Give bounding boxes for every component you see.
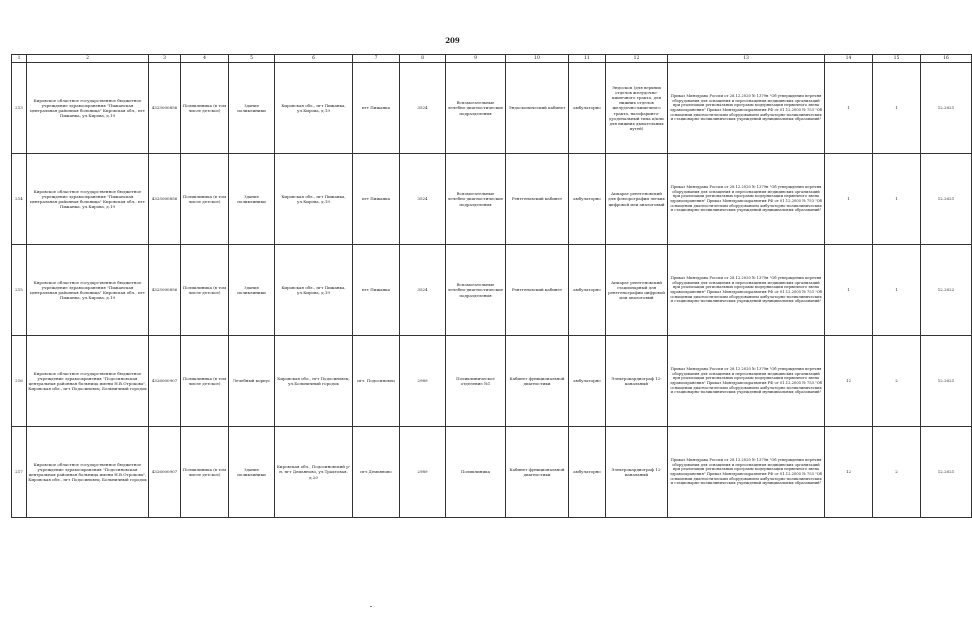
address-cell: Кировская обл., Подосиновский р-н, пгт Демьяново, ул.Трактовая, д.20 xyxy=(275,427,353,518)
normative-cell: Приказ Минздрава России от 28.12.2020 № 1379н "Об утверждении перечня оборудования для оснащения и переоснащения медицинских организаций при реализации региональных программ модернизации первичного звена здравоохранения" Приказ Минздравсоцразвития РФ от 01.12.2005 № 753 "Об оснащении диагностическим оборудованием амбулаторно-поликлинических и стационарно-поликлинических учреждений муниципальных образований" xyxy=(668,154,825,245)
column-number: 10 xyxy=(506,55,569,63)
condition-cell: амбулаторно xyxy=(569,245,606,336)
condition-cell: амбулаторно xyxy=(569,63,606,154)
equipment-cell: Электрокардиограф 12-канальный xyxy=(606,336,668,427)
locality-cell: пгт Пижанка xyxy=(353,63,400,154)
population-cell: 3524 xyxy=(400,154,446,245)
column-number: 8 xyxy=(400,55,446,63)
column-number: 12 xyxy=(606,55,668,63)
quantity-cell: 1 xyxy=(825,154,873,245)
page-number: 209 xyxy=(445,36,460,45)
address-cell: Кировская обл., пгт Пижанка, ул.Кирова, д.19 xyxy=(275,154,353,245)
care-type-cell: Поликлиника (в том числе детское) xyxy=(181,154,229,245)
organization-cell: Кировское областное государственное бюджетное учреждение здравоохранения "Подосиновская центральная районная больница имени Н.В.Отрокова", Кировская обл., пгт Подосиновец, Больничный городок xyxy=(27,336,149,427)
building-cell: Здание поликлиники xyxy=(229,427,275,518)
population-cell: 2989 xyxy=(400,336,446,427)
organization-cell: Кировское областное государственное бюджетное учреждение здравоохранения "Пижанская центральная районная больница" Кировская обл., пгт Пижанка, ул.Кирова, д.19 xyxy=(27,154,149,245)
normative-cell: Приказ Минздрава России от 28.12.2020 № 1379н "Об утверждении перечня оборудования для оснащения и переоснащения медицинских организаций при реализации региональных программ модернизации первичного звена здравоохранения" Приказ Минздравсоцразвития РФ от 01.12.2005 № 753 "Об оснащении диагностическим оборудованием амбулаторно-поликлинических и стационарно-поликлинических учреждений муниципальных образований" xyxy=(668,63,825,154)
quantity-cell: 1 xyxy=(873,63,921,154)
column-number: 9 xyxy=(446,55,506,63)
table-row xyxy=(12,245,972,336)
room-cell: Кабинет функциональной диагностики xyxy=(506,427,569,518)
equipment-cell: Аппарат рентгеновский для флюорографии легких цифровой или аналоговый xyxy=(606,154,668,245)
organization-cell: Кировское областное государственное бюджетное учреждение здравоохранения "Пижанская центральная районная больница" Кировская обл., пгт Пижанка, ул.Кирова, д.19 xyxy=(27,245,149,336)
column-number: 11 xyxy=(569,55,606,63)
organization-cell: Кировское областное государственное бюджетное учреждение здравоохранения "Пижанская центральная районная больница" Кировская обл., пгт Пижанка, ул.Кирова, д.19 xyxy=(27,63,149,154)
room-cell: Эндоскопический кабинет xyxy=(506,63,569,154)
quantity-cell: 12 xyxy=(825,336,873,427)
column-number: 6 xyxy=(275,55,353,63)
population-cell: 3524 xyxy=(400,245,446,336)
row-number-cell: 213 xyxy=(12,63,27,154)
date-cell: 12.2021 xyxy=(921,154,972,245)
row-number-cell: 215 xyxy=(12,245,27,336)
inn-cell: 4325000856 xyxy=(149,245,181,336)
inn-cell: 4325000856 xyxy=(149,63,181,154)
room-cell: Рентгеновский кабинет xyxy=(506,245,569,336)
care-type-cell: Поликлиника (в том числе детское) xyxy=(181,245,229,336)
locality-cell: пгт Пижанка xyxy=(353,245,400,336)
quantity-cell: 1 xyxy=(825,63,873,154)
condition-cell: амбулаторно xyxy=(569,154,606,245)
equipment-cell: Эндоскоп (для верхних отделов желудочно-кишечного тракта, для нижних отделов желудочно-кишечного тракта, назофаринго-дуоденальный типа и/или для нижних дыхательных путей) xyxy=(606,63,668,154)
equipment-table xyxy=(11,54,972,518)
quantity-cell: 12 xyxy=(825,427,873,518)
table-row xyxy=(12,336,972,427)
column-number: 15 xyxy=(873,55,921,63)
building-cell: Лечебный корпус xyxy=(229,336,275,427)
column-number: 5 xyxy=(229,55,275,63)
column-number: 1 xyxy=(12,55,27,63)
row-number-cell: 217 xyxy=(12,427,27,518)
locality-cell: пгт Пижанка xyxy=(353,154,400,245)
care-type-cell: Поликлиника (в том числе детское) xyxy=(181,63,229,154)
equipment-cell: Электрокардиограф 12-канальный xyxy=(606,427,668,518)
normative-cell: Приказ Минздрава России от 28.12.2020 № 1379н "Об утверждении перечня оборудования для оснащения и переоснащения медицинских организаций при реализации региональных программ модернизации первичного звена здравоохранения" Приказ Минздравсоцразвития РФ от 01.12.2005 № 753 "Об оснащении диагностическим оборудованием амбулаторно-поликлинических и стационарно-поликлинических учреждений муниципальных образований" xyxy=(668,245,825,336)
building-cell: Здание поликлиники xyxy=(229,245,275,336)
normative-cell: Приказ Минздрава России от 28.12.2020 № 1379н "Об утверждении перечня оборудования для оснащения и переоснащения медицинских организаций при реализации региональных программ модернизации первичного звена здравоохранения" Приказ Минздравсоцразвития РФ от 01.12.2005 № 753 "Об оснащении диагностическим оборудованием амбулаторно-поликлинических и стационарно-поликлинических учреждений муниципальных образований" xyxy=(668,427,825,518)
building-cell: Здание поликлиники xyxy=(229,63,275,154)
address-cell: Кировская обл., пгт Пижанка, ул.Кирова, д.19 xyxy=(275,63,353,154)
inn-cell: 4325000856 xyxy=(149,154,181,245)
locality-cell: пгт. Подосиновец xyxy=(353,336,400,427)
column-number: 4 xyxy=(181,55,229,63)
table-row xyxy=(12,154,972,245)
date-cell: 12.2021 xyxy=(921,63,972,154)
quantity-cell: 1 xyxy=(873,154,921,245)
department-cell: Вспомогательные лечебно-диагностические подразделения xyxy=(446,63,506,154)
column-number-row xyxy=(12,55,972,63)
equipment-cell: Аппарат рентгеновский стационарный для рентгенографии цифровой или аналоговый xyxy=(606,245,668,336)
table-row xyxy=(12,63,972,154)
quantity-cell: 2 xyxy=(873,336,921,427)
column-number: 2 xyxy=(27,55,149,63)
organization-cell: Кировское областное государственное бюджетное учреждение здравоохранения "Подосиновская центральная районная больница имени Н.В.Отрокова", Кировская обл., пгт Подосиновец, Больничный городок xyxy=(27,427,149,518)
quantity-cell: 1 xyxy=(825,245,873,336)
population-cell: 2989 xyxy=(400,427,446,518)
column-number: 13 xyxy=(668,55,825,63)
room-cell: Рентгеновский кабинет xyxy=(506,154,569,245)
date-cell: 12.2021 xyxy=(921,427,972,518)
care-type-cell: Поликлиника (в том числе детское) xyxy=(181,427,229,518)
address-cell: Кировская обл., пгт Пижанка, ул.Кирова, д.19 xyxy=(275,245,353,336)
department-cell: Вспомогательные лечебно-диагностические подразделения xyxy=(446,245,506,336)
normative-cell: Приказ Минздрава России от 28.12.2020 № 1379н "Об утверждении перечня оборудования для оснащения и переоснащения медицинских организаций при реализации региональных программ модернизации первичного звена здравоохранения" Приказ Минздравсоцразвития РФ от 01.12.2005 № 753 "Об оснащении диагностическим оборудованием амбулаторно-поликлинических и стационарно-поликлинических учреждений муниципальных образований" xyxy=(668,336,825,427)
address-cell: Кировская обл., пгт Подосиновец, ул.Больничный городок xyxy=(275,336,353,427)
quantity-cell: 1 xyxy=(873,245,921,336)
department-cell: Поликлиническое отделение №1 xyxy=(446,336,506,427)
inn-cell: 4326000907 xyxy=(149,427,181,518)
row-number-cell: 214 xyxy=(12,154,27,245)
column-number: 16 xyxy=(921,55,972,63)
department-cell: Вспомогательные лечебно-диагностические подразделения xyxy=(446,154,506,245)
table-row xyxy=(12,427,972,518)
condition-cell: амбулаторно xyxy=(569,336,606,427)
column-number: 3 xyxy=(149,55,181,63)
condition-cell: амбулаторно xyxy=(569,427,606,518)
column-number: 7 xyxy=(353,55,400,63)
inn-cell: 4326000907 xyxy=(149,336,181,427)
scan-mark xyxy=(370,606,372,607)
population-cell: 3524 xyxy=(400,63,446,154)
row-number-cell: 216 xyxy=(12,336,27,427)
room-cell: Кабинет функциональной диагностики xyxy=(506,336,569,427)
quantity-cell: 2 xyxy=(873,427,921,518)
care-type-cell: Поликлиника (в том числе детское) xyxy=(181,336,229,427)
column-number: 14 xyxy=(825,55,873,63)
date-cell: 12.2022 xyxy=(921,245,972,336)
locality-cell: пгт.Демьяново xyxy=(353,427,400,518)
department-cell: Поликлиника xyxy=(446,427,506,518)
date-cell: 12.2021 xyxy=(921,336,972,427)
building-cell: Здание поликлиники xyxy=(229,154,275,245)
